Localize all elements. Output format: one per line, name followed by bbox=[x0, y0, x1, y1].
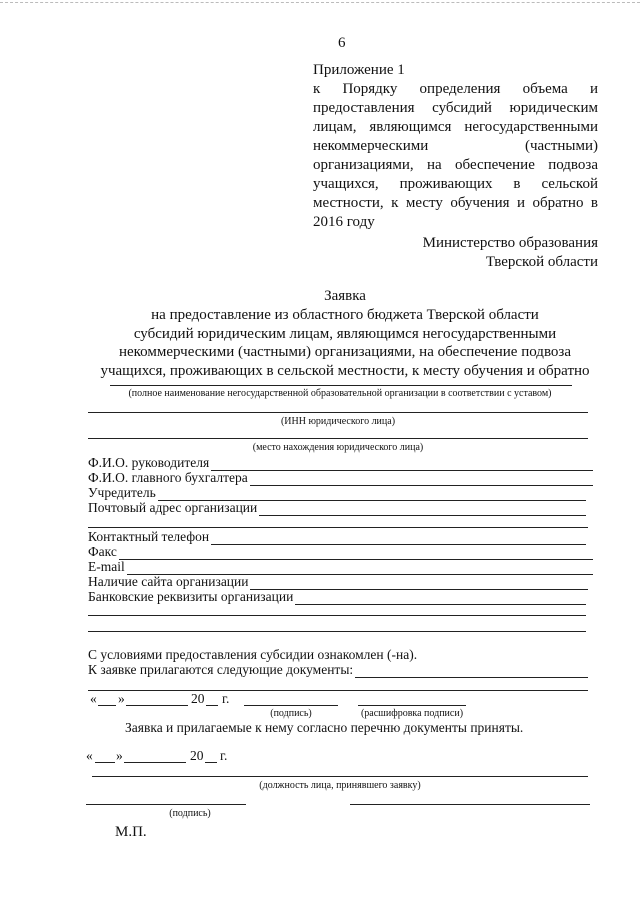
attached-docs-extra-line[interactable] bbox=[88, 690, 588, 691]
scan-edge bbox=[0, 2, 640, 3]
date-year: 20 bbox=[191, 691, 205, 706]
receiver-date-month-line[interactable] bbox=[124, 762, 186, 763]
appendix-line: Приложение 1 bbox=[313, 62, 405, 78]
appendix-block bbox=[313, 61, 598, 232]
receiver-date-year-suffix: г. bbox=[220, 748, 228, 763]
field-accountant[interactable] bbox=[88, 470, 593, 486]
applicant-sign-line[interactable] bbox=[244, 705, 338, 706]
accepted-text: Заявка и прилагаемые к нему согласно перечню документы приняты. bbox=[125, 720, 524, 735]
field-bank-details[interactable] bbox=[88, 589, 586, 605]
field-label: Ф.И.О. руководителя bbox=[88, 455, 210, 470]
date-month-line[interactable] bbox=[126, 705, 188, 706]
appendix-line: учащихся, проживающих в сельской bbox=[313, 176, 598, 192]
field-email[interactable] bbox=[88, 559, 593, 575]
field-input-line[interactable] bbox=[259, 503, 586, 516]
appendix-line: лицам, являющимся негосударственными bbox=[313, 119, 598, 135]
date-open-quote: « bbox=[90, 691, 97, 706]
field-label: E-mail bbox=[88, 559, 125, 574]
stamp-place: М.П. bbox=[115, 824, 147, 840]
receiver-date-open-quote: « bbox=[86, 748, 93, 763]
receiver-date-year: 20 bbox=[190, 748, 204, 763]
appendix-line: некоммерческими (частными) bbox=[313, 138, 598, 154]
date-year-suffix: г. bbox=[222, 691, 230, 706]
appendix-line: организациями, на обеспечение подвоза bbox=[313, 157, 598, 173]
receiver-sign-line[interactable] bbox=[86, 804, 246, 805]
receiver-sign-caption: (подпись) bbox=[169, 808, 211, 819]
location-caption: (место нахождения юридического лица) bbox=[252, 442, 424, 453]
field-label: Контактный телефон bbox=[88, 529, 210, 544]
location-line[interactable] bbox=[88, 438, 588, 439]
appendix-line: предоставления субсидий юридическим bbox=[313, 100, 598, 116]
title-line: субсидий юридическим лицам, являющимся негосударственными bbox=[133, 326, 557, 342]
field-website[interactable] bbox=[88, 574, 588, 590]
applicant-decode-line[interactable] bbox=[358, 705, 466, 706]
org-name-caption: (полное наименование негосударственной образовательной организации в соответствии с уставом) bbox=[128, 388, 552, 399]
bank-details-extra-line[interactable] bbox=[88, 631, 586, 632]
title-line: некоммерческими (частными) организациями, на обеспечение подвоза bbox=[118, 344, 572, 360]
recipient-line-2: Тверской области bbox=[485, 254, 598, 270]
field-input-line[interactable] bbox=[295, 592, 586, 605]
recipient-line-1: Министерство образования bbox=[422, 235, 598, 251]
attached-docs-row[interactable] bbox=[88, 662, 588, 678]
receiver-date-day-line[interactable] bbox=[95, 762, 115, 763]
field-label: Ф.И.О. главного бухгалтера bbox=[88, 470, 248, 485]
receiver-date-year-line[interactable] bbox=[205, 762, 217, 763]
attached-docs-line[interactable] bbox=[355, 665, 588, 678]
page-number: 6 bbox=[338, 35, 346, 51]
receiver-date-close-quote: » bbox=[116, 748, 123, 763]
field-label: Наличие сайта организации bbox=[88, 574, 249, 589]
date-year-line[interactable] bbox=[206, 705, 218, 706]
attached-docs-label: К заявке прилагаются следующие документы: bbox=[88, 662, 354, 677]
field-postal-address[interactable] bbox=[88, 500, 586, 516]
inn-caption: (ИНН юридического лица) bbox=[280, 416, 396, 427]
applicant-sign-caption: (подпись) bbox=[270, 708, 312, 719]
conditions-text: С условиями предоставления субсидии ознакомлен (-на). bbox=[88, 647, 418, 662]
receiver-decode-line[interactable] bbox=[350, 804, 590, 805]
org-name-line[interactable] bbox=[110, 385, 572, 386]
appendix-line: 2016 году bbox=[313, 214, 375, 230]
field-fax[interactable] bbox=[88, 544, 593, 560]
receiver-position-caption: (должность лица, принявшего заявку) bbox=[259, 780, 421, 791]
receiver-position-line[interactable] bbox=[92, 776, 588, 777]
form-title: Заявка bbox=[324, 288, 366, 304]
postal-address-extra-line[interactable] bbox=[88, 527, 588, 528]
field-founder[interactable] bbox=[88, 485, 586, 501]
appendix-line: к Порядку определения объема и bbox=[313, 81, 598, 97]
bank-details-extra-line[interactable] bbox=[88, 615, 586, 616]
appendix-line: местности, к месту обучения и обратно в bbox=[313, 195, 598, 211]
date-day-line[interactable] bbox=[98, 705, 116, 706]
date-close-quote: » bbox=[118, 691, 125, 706]
field-label: Факс bbox=[88, 544, 117, 559]
inn-line[interactable] bbox=[88, 412, 588, 413]
field-label: Банковские реквизиты организации bbox=[88, 589, 294, 604]
field-label: Учредитель bbox=[88, 485, 156, 500]
title-line: на предоставление из областного бюджета Тверской области bbox=[151, 307, 539, 323]
field-phone[interactable] bbox=[88, 529, 586, 545]
title-line: учащихся, проживающих в сельской местности, к месту обучения и обратно bbox=[100, 363, 590, 379]
field-label: Почтовый адрес организации bbox=[88, 500, 258, 515]
applicant-decode-caption: (расшифровка подписи) bbox=[360, 708, 464, 719]
field-director[interactable] bbox=[88, 455, 593, 471]
